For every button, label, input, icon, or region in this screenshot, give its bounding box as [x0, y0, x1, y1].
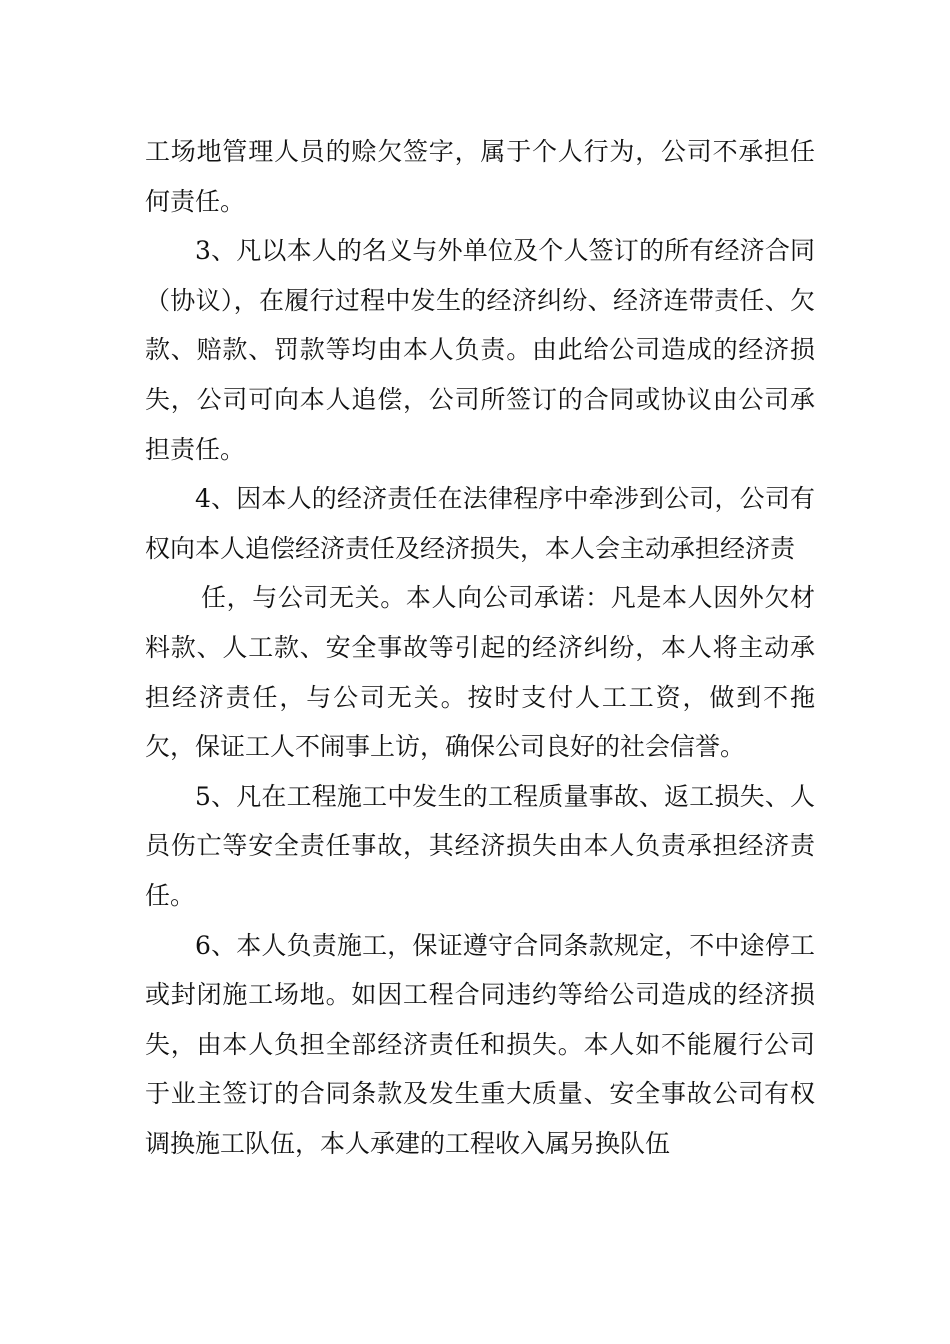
- paragraph-clause-5: 5、凡在工程施工中发生的工程质量事故、返工损失、人员伤亡等安全责任事故，其经济损失由本人负责承担经济责任。: [145, 781, 815, 910]
- paragraph-clause-4: 4、因本人的经济责任在法律程序中牵涉到公司，公司有权向本人追偿经济责任及经济损失，本人会主动承担经济责: [145, 484, 815, 563]
- paragraph-clause-6: 6、本人负责施工，保证遵守合同条款规定，不中途停工或封闭施工场地。如因工程合同违约等给公司造成的经济损失，由本人负担全部经济责任和损失。本人如不能履行公司于业主签订的合同条款及发生重大质量、安全事故公司有权调换施工队伍，本人承建的工程收入属另换队伍: [145, 930, 815, 1158]
- paragraph-clause-3: 3、凡以本人的名义与外单位及个人签订的所有经济合同（协议），在履行过程中发生的经济纠纷、经济连带责任、欠款、赔款、罚款等均由本人负责。由此给公司造成的经济损失，公司可向本人追偿，公司所签订的合同或协议由公司承担责任。: [145, 236, 815, 464]
- paragraph-continuation: 工场地管理人员的赊欠签字，属于个人行为，公司不承担任何责任。: [145, 137, 815, 216]
- document-body: [145, 127, 815, 1168]
- paragraph-clause-4-continued: 任，与公司无关。本人向公司承诺：凡是本人因外欠材料款、人工款、安全事故等引起的经济纠纷，本人将主动承担经济责任，与公司无关。按时支付人工工资，做到不拖欠，保证工人不闹事上访，确保公司良好的社会信誉。: [145, 583, 815, 762]
